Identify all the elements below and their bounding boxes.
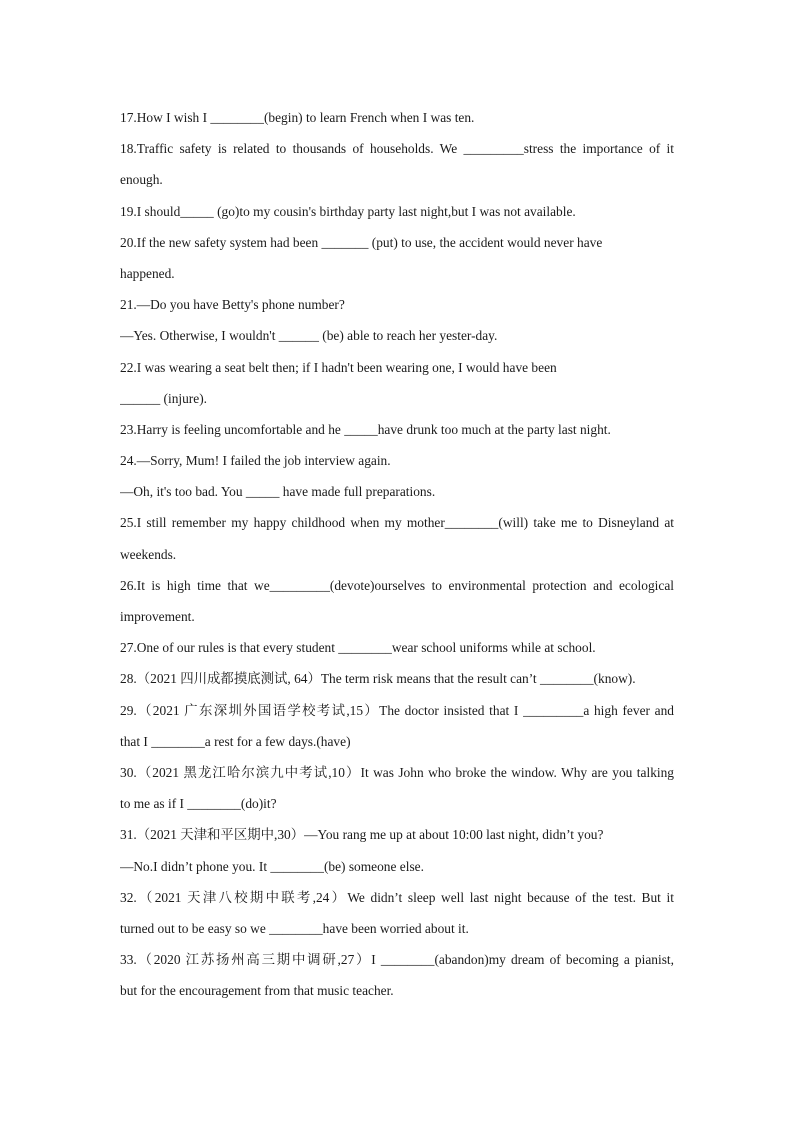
exercise-line: 32.（2021 天津八校期中联考,24）We didn’t sleep well last night because of the test. But it: [120, 889, 674, 905]
exercise-line: 26.It is high time that we_________(devote)ourselves to environmental protection and ecological: [120, 577, 674, 593]
exercise-line: —Yes. Otherwise, I wouldn't ______ (be) able to reach her yester-day.: [120, 328, 498, 344]
exercise-line: turned out to be easy so we ________have been worried about it.: [120, 920, 469, 936]
exercise-line: happened.: [120, 265, 175, 281]
exercise-line: 17.How I wish I ________(begin) to learn French when I was ten.: [120, 110, 475, 125]
exercise-line: —Oh, it's too bad. You _____ have made full preparations.: [120, 484, 436, 500]
exercise-line: weekends.: [120, 546, 177, 562]
exercise-line: 19.I should_____ (go)to my cousin's birthday party last night,but I was not available.: [120, 203, 576, 219]
exercise-line: —No.I didn’t phone you. It ________(be) someone else.: [120, 858, 424, 874]
exercise-line: 33.（2020 江苏扬州高三期中调研,27）I ________(abandon)my dream of becoming a pianist,: [120, 952, 674, 968]
exercise-line: improvement.: [120, 609, 195, 624]
exercise-line: 30.（2021 黑龙江哈尔滨九中考试,10）It was John who broke the window. Why are you talking: [120, 764, 674, 780]
exercise-line: 25.I still remember my happy childhood when my mother________(will) take me to Disneyland at: [120, 515, 674, 531]
exercise-line: 22.I was wearing a seat belt then; if I hadn't been wearing one, I would have been: [120, 359, 557, 375]
exercise-line: 23.Harry is feeling uncomfortable and he _____have drunk too much at the party last night.: [120, 421, 611, 437]
exercise-line: 29.（2021 广东深圳外国语学校考试,15）The doctor insisted that I _________a high fever and: [120, 702, 674, 718]
exercise-line: 21.—Do you have Betty's phone number?: [120, 297, 345, 313]
exercise-line: 28.（2021 四川成都摸底测试, 64）The term risk means that the result can’t ________(know).: [120, 671, 636, 687]
exercise-line: to me as if I ________(do)it?: [120, 796, 277, 812]
exercise-line: 20.If the new safety system had been _______ (put) to use, the accident would never have: [120, 234, 603, 250]
exercise-line: enough.: [120, 172, 163, 188]
exercise-line: but for the encouragement from that music teacher.: [120, 983, 394, 999]
exercise-list: [120, 102, 674, 1006]
exercise-line: 24.—Sorry, Mum! I failed the job interview again.: [120, 453, 391, 469]
exercise-line: 18.Traffic safety is related to thousands of households. We _________stress the importance of it: [120, 141, 674, 157]
exercise-line: 27.One of our rules is that every student ________wear school uniforms while at school.: [120, 640, 596, 656]
exercise-line: ______ (injure).: [120, 390, 208, 406]
exercise-line: that I ________a rest for a few days.(have): [120, 733, 351, 749]
exercise-line: 31.（2021 天津和平区期中,30）—You rang me up at about 10:00 last night, didn’t you?: [120, 827, 604, 843]
